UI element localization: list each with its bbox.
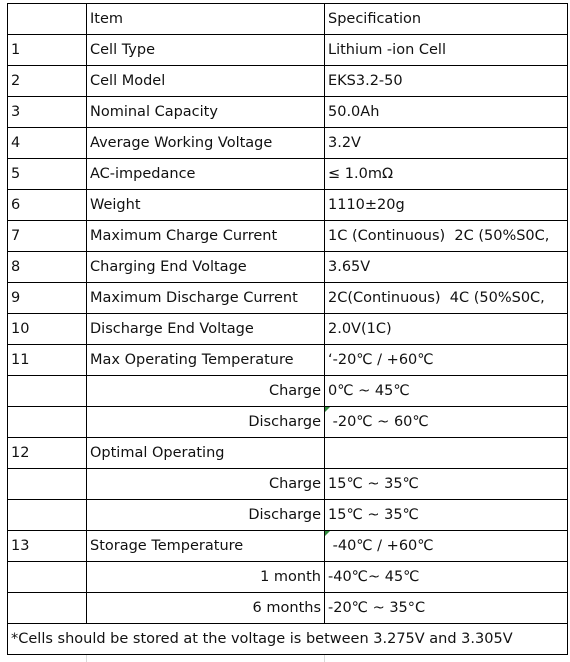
table-row [8, 345, 568, 376]
row-specification [325, 128, 568, 159]
header-no [8, 4, 87, 35]
row-specification [325, 314, 568, 345]
row-item: AC-impedance [87, 159, 325, 190]
row-specification-text: 2.0V(1C) [328, 321, 392, 337]
table-row [8, 562, 568, 593]
row-item: Max Operating Temperature [87, 345, 325, 376]
row-specification [325, 562, 568, 593]
row-number: 3 [8, 97, 87, 128]
table-row [8, 35, 568, 66]
header-row [8, 4, 568, 35]
row-number: 11 [8, 345, 87, 376]
row-specification-text: 0℃ ~ 45℃ [328, 383, 410, 399]
table-row [8, 314, 568, 345]
row-number [8, 562, 87, 593]
row-specification [325, 97, 568, 128]
row-item: 6 months [87, 593, 325, 624]
row-specification [325, 438, 568, 469]
row-number: 13 [8, 531, 87, 562]
table-row [8, 97, 568, 128]
row-specification-text: -20℃ ~ 35°C [328, 600, 426, 616]
row-item: Discharge [87, 407, 325, 438]
row-specification [325, 531, 568, 562]
row-number [8, 376, 87, 407]
row-specification [325, 345, 568, 376]
table-row [8, 221, 568, 252]
row-specification [325, 252, 568, 283]
row-item: Average Working Voltage [87, 128, 325, 159]
cell-comment-indicator-icon [325, 407, 330, 412]
row-number: 5 [8, 159, 87, 190]
header-item: Item [87, 4, 325, 35]
table-row [8, 407, 568, 438]
row-item: 1 month [87, 562, 325, 593]
row-specification-text: EKS3.2-50 [328, 73, 403, 89]
table-row [8, 593, 568, 624]
row-number: 6 [8, 190, 87, 221]
row-number [8, 593, 87, 624]
table-row [8, 283, 568, 314]
sheet-gridline [86, 655, 87, 662]
table-row [8, 252, 568, 283]
row-specification [325, 35, 568, 66]
row-specification [325, 593, 568, 624]
row-number: 8 [8, 252, 87, 283]
row-item: Maximum Charge Current [87, 221, 325, 252]
row-specification-text: -20℃ ~ 60℃ [328, 414, 429, 430]
row-number: 10 [8, 314, 87, 345]
row-specification-text: 15℃ ~ 35℃ [328, 476, 419, 492]
row-specification-text: -40℃~ 45℃ [328, 569, 420, 585]
row-specification [325, 283, 568, 314]
row-specification-text: 2C(Continuous) 4C (50%S0C, [328, 290, 545, 306]
row-specification [325, 469, 568, 500]
row-specification [325, 66, 568, 97]
table-row [8, 500, 568, 531]
row-specification-text: ≤ 1.0mΩ [328, 166, 394, 182]
row-item: Cell Type [87, 35, 325, 66]
row-specification-text: Lithium -ion Cell [328, 42, 446, 58]
row-item: Cell Model [87, 66, 325, 97]
table-row [8, 469, 568, 500]
row-specification-text: 3.2V [328, 135, 361, 151]
table-row [8, 66, 568, 97]
row-item: Weight [87, 190, 325, 221]
row-specification [325, 190, 568, 221]
row-number [8, 500, 87, 531]
row-item: Charging End Voltage [87, 252, 325, 283]
table-row [8, 438, 568, 469]
row-number: 1 [8, 35, 87, 66]
row-specification-text: 1110±20g [328, 197, 405, 213]
row-specification-text: ‘-20℃ / +60℃ [328, 352, 434, 368]
row-number: 7 [8, 221, 87, 252]
table-row [8, 190, 568, 221]
table-row [8, 128, 568, 159]
table-row [8, 159, 568, 190]
footnote: *Cells should be stored at the voltage is between 3.275V and 3.305V [8, 624, 568, 655]
row-item: Discharge [87, 500, 325, 531]
row-specification [325, 500, 568, 531]
specification-table [7, 3, 568, 655]
table-row [8, 376, 568, 407]
spec-sheet [7, 3, 568, 655]
row-item: Maximum Discharge Current [87, 283, 325, 314]
row-item: Charge [87, 469, 325, 500]
row-specification [325, 376, 568, 407]
row-specification-text: 1C (Continuous) 2C (50%S0C, [328, 228, 550, 244]
row-item: Nominal Capacity [87, 97, 325, 128]
row-specification [325, 159, 568, 190]
row-specification-text: -40℃ / +60℃ [328, 538, 434, 554]
row-number: 9 [8, 283, 87, 314]
row-specification-text: 15℃ ~ 35℃ [328, 507, 419, 523]
footnote-row [8, 624, 568, 655]
row-specification-text: 50.0Ah [328, 104, 380, 120]
row-specification-text: 3.65V [328, 259, 371, 275]
row-item: Storage Temperature [87, 531, 325, 562]
cell-comment-indicator-icon [325, 531, 330, 536]
row-number: 2 [8, 66, 87, 97]
row-item: Charge [87, 376, 325, 407]
row-number [8, 469, 87, 500]
row-item: Discharge End Voltage [87, 314, 325, 345]
row-number: 12 [8, 438, 87, 469]
row-item: Optimal Operating [87, 438, 325, 469]
row-number: 4 [8, 128, 87, 159]
header-spec: Specification [325, 4, 568, 35]
sheet-gridline [324, 655, 325, 662]
row-specification [325, 407, 568, 438]
row-number [8, 407, 87, 438]
table-row [8, 531, 568, 562]
row-specification [325, 221, 568, 252]
